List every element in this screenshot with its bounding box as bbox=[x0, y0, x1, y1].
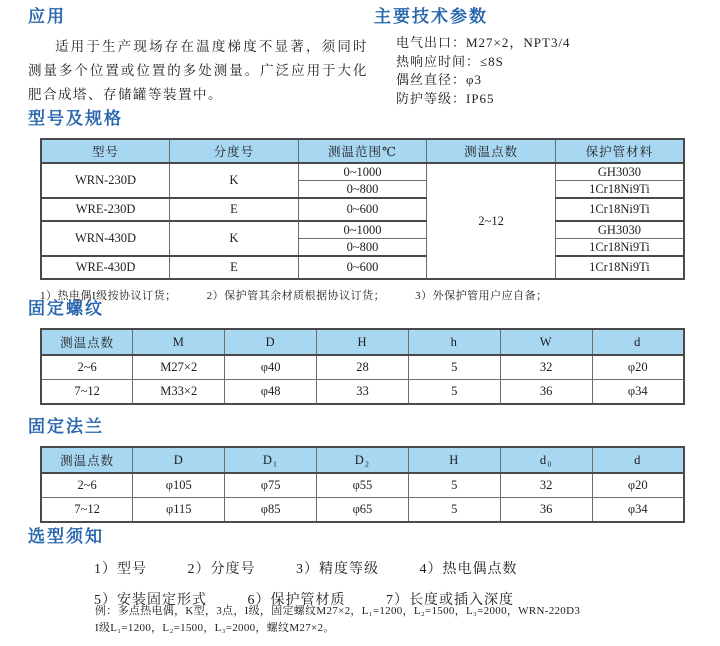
table-cell: 1Cr18Ni9Ti bbox=[555, 198, 684, 221]
column-header-model: 型号 bbox=[41, 139, 170, 163]
column-header-D: D bbox=[133, 447, 225, 473]
models-section bbox=[28, 104, 708, 303]
table-cell: 1Cr18Ni9Ti bbox=[555, 181, 684, 199]
table-cell: 0~1000 bbox=[298, 221, 427, 239]
table-cell: 5 bbox=[408, 498, 500, 523]
example-line-1: 例：多点热电偶，K型，3点，I级，固定螺纹M27×2，L₁=1200，L₂=1500，L₃=2000，WRN-220D3 bbox=[95, 605, 581, 617]
models-table bbox=[40, 138, 685, 280]
footnote-item: 3）外保护管用户应自备； bbox=[415, 290, 548, 302]
column-header-tube-material: 保护管材料 bbox=[555, 139, 684, 163]
selection-item-length: 7）长度或插入深度 bbox=[386, 593, 514, 608]
column-header-d: d bbox=[592, 447, 684, 473]
column-header-points: 测温点数 bbox=[41, 447, 133, 473]
table-cell: 7~12 bbox=[41, 380, 133, 405]
column-header-D2: D₂ bbox=[317, 447, 409, 473]
table-cell: 0~800 bbox=[298, 181, 427, 199]
fixed-flange-title: 固定法兰 bbox=[28, 417, 104, 436]
table-cell: WRN-430D bbox=[41, 221, 170, 256]
footnote-item: 1）热电偶I级按协议订货； bbox=[40, 290, 177, 302]
tech-param-response-time: 热响应时间：≤8S bbox=[396, 53, 504, 69]
table-cell: 5 bbox=[408, 473, 500, 498]
tech-params-title: 主要技术参数 bbox=[374, 7, 488, 26]
column-header-d0: d₀ bbox=[500, 447, 592, 473]
table-cell: 32 bbox=[500, 355, 592, 380]
models-title: 型号及规格 bbox=[28, 109, 123, 128]
flange-header-row bbox=[41, 447, 684, 473]
table-cell: 5 bbox=[408, 380, 500, 405]
table-row bbox=[41, 163, 684, 181]
selection-notes-title: 选型须知 bbox=[28, 527, 104, 546]
table-cell: E bbox=[170, 256, 299, 279]
table-cell: K bbox=[170, 221, 299, 256]
selection-item-points: 4）热电偶点数 bbox=[419, 562, 518, 577]
selection-item-tube-material: 6）保护管材质 bbox=[247, 593, 346, 608]
table-cell: WRN-230D bbox=[41, 163, 170, 198]
column-header-H: H bbox=[408, 447, 500, 473]
selection-item-model: 1）型号 bbox=[94, 562, 147, 577]
selection-item-mounting: 5）安装固定形式 bbox=[94, 593, 207, 608]
table-cell: φ40 bbox=[225, 355, 317, 380]
tech-param-protection-rating: 防护等级：IP65 bbox=[396, 90, 495, 106]
column-header-range: 测温范围℃ bbox=[298, 139, 427, 163]
table-cell: 0~1000 bbox=[298, 163, 427, 181]
table-cell: φ105 bbox=[133, 473, 225, 498]
table-cell: 1Cr18Ni9Ti bbox=[555, 239, 684, 257]
table-cell: WRE-230D bbox=[41, 198, 170, 221]
fixed-flange-section bbox=[28, 412, 708, 523]
table-cell: φ65 bbox=[317, 498, 409, 523]
column-header-h: h bbox=[408, 329, 500, 355]
column-header-M: M bbox=[133, 329, 225, 355]
column-header-D: D bbox=[225, 329, 317, 355]
tech-param-electrical-outlet: 电气出口：M27×2，NPT3/4 bbox=[396, 35, 571, 50]
table-cell: M33×2 bbox=[133, 380, 225, 405]
column-header-graduation: 分度号 bbox=[170, 139, 299, 163]
table-cell: 28 bbox=[317, 355, 409, 380]
table-cell: φ75 bbox=[225, 473, 317, 498]
table-cell: 0~600 bbox=[298, 198, 427, 221]
table-cell: GH3030 bbox=[555, 221, 684, 239]
column-header-points: 测温点数 bbox=[41, 329, 133, 355]
table-cell: 0~600 bbox=[298, 256, 427, 279]
table-cell: φ115 bbox=[133, 498, 225, 523]
table-cell: φ20 bbox=[592, 355, 684, 380]
application-title: 应用 bbox=[28, 7, 66, 26]
selection-item-graduation: 2）分度号 bbox=[187, 562, 256, 577]
column-header-points: 测温点数 bbox=[427, 139, 556, 163]
table-row bbox=[41, 198, 684, 221]
thread-header-row bbox=[41, 329, 684, 355]
table-cell: φ34 bbox=[592, 498, 684, 523]
tech-params-list bbox=[396, 34, 709, 108]
table-row bbox=[41, 380, 684, 405]
tech-params-section bbox=[374, 2, 709, 108]
table-cell: 36 bbox=[500, 380, 592, 405]
footnote-item: 2）保护管其余材质根据协议订货； bbox=[206, 290, 386, 302]
table-cell: φ34 bbox=[592, 380, 684, 405]
table-cell: φ55 bbox=[317, 473, 409, 498]
fixed-thread-title: 固定螺纹 bbox=[28, 299, 104, 318]
table-cell: 1Cr18Ni9Ti bbox=[555, 256, 684, 279]
application-section bbox=[28, 2, 368, 107]
table-cell: 5 bbox=[408, 355, 500, 380]
example-line-2: I级L₁=1200，L₂=1500，L₃=2000，螺纹M27×2。 bbox=[95, 622, 335, 634]
selection-item-accuracy: 3）精度等级 bbox=[296, 562, 379, 577]
table-row bbox=[41, 221, 684, 239]
table-cell: 2~6 bbox=[41, 355, 133, 380]
table-cell: 33 bbox=[317, 380, 409, 405]
table-cell: φ48 bbox=[225, 380, 317, 405]
fixed-thread-section bbox=[28, 294, 708, 405]
table-cell: K bbox=[170, 163, 299, 198]
models-header-row bbox=[41, 139, 684, 163]
table-cell: 2~6 bbox=[41, 473, 133, 498]
fixed-thread-table bbox=[40, 328, 685, 405]
ordering-example bbox=[95, 603, 685, 637]
table-cell: 32 bbox=[500, 473, 592, 498]
application-paragraph: 适用于生产现场存在温度梯度不显著，须同时测量多个位置或位置的多处测量。广泛应用于大化肥合成塔、存储罐等装置中。 bbox=[28, 39, 368, 102]
selection-notes-section bbox=[28, 522, 708, 609]
fixed-flange-table bbox=[40, 446, 685, 523]
table-row bbox=[41, 498, 684, 523]
table-cell: 2~12 bbox=[427, 163, 556, 279]
table-cell: GH3030 bbox=[555, 163, 684, 181]
column-header-H: H bbox=[317, 329, 409, 355]
table-cell: φ85 bbox=[225, 498, 317, 523]
column-header-d: d bbox=[592, 329, 684, 355]
table-row bbox=[41, 473, 684, 498]
table-cell: φ20 bbox=[592, 473, 684, 498]
table-cell: 36 bbox=[500, 498, 592, 523]
table-cell: M27×2 bbox=[133, 355, 225, 380]
tech-param-wire-diameter: 偶丝直径：φ3 bbox=[396, 72, 483, 87]
table-cell: 0~800 bbox=[298, 239, 427, 257]
selection-row-1 bbox=[94, 558, 708, 578]
table-row bbox=[41, 256, 684, 279]
table-row bbox=[41, 355, 684, 380]
column-header-D1: D₁ bbox=[225, 447, 317, 473]
table-cell: 7~12 bbox=[41, 498, 133, 523]
table-cell: WRE-430D bbox=[41, 256, 170, 279]
column-header-W: W bbox=[500, 329, 592, 355]
table-cell: E bbox=[170, 198, 299, 221]
